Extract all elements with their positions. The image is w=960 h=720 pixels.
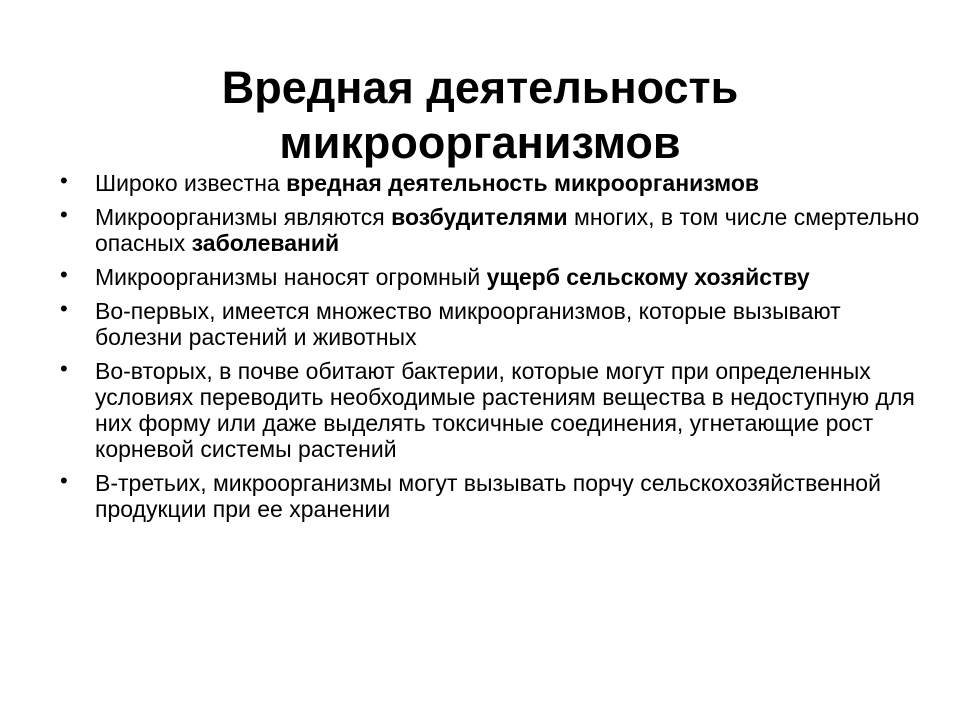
- bullet-dot-icon: •: [60, 356, 68, 381]
- bullet-item-2: [60, 204, 920, 256]
- bullet-item-3: [60, 264, 920, 290]
- bullet-text-plain: Во-вторых, в почве обитают бактерии, которые могут при определенных условиях переводить необходимые растениям вещества в недоступную для них форму или даже выделять токсичные соединения, угнетающие рост корневой системы растений: [95, 358, 915, 462]
- bullet-item-5: [60, 358, 920, 462]
- bullet-dot-icon: •: [60, 168, 68, 193]
- bullet-text-bold: вредная деятельность микроорганизмов: [286, 170, 760, 196]
- bullet-item-6: [60, 470, 920, 522]
- bullet-text-plain: Во-первых, имеется множество микроорганизмов, которые вызывают болезни растений и животных: [95, 298, 841, 350]
- slide-title: [60, 60, 900, 170]
- bullet-list: [60, 170, 920, 530]
- bullet-dot-icon: •: [60, 202, 68, 227]
- bullet-dot-icon: •: [60, 296, 68, 321]
- bullet-text-plain: В-третьих, микроорганизмы могут вызывать порчу сельскохозяйственной продукции при ее хранении: [95, 470, 881, 522]
- bullet-text-bold: возбудителями: [391, 204, 568, 230]
- bullet-dot-icon: •: [60, 468, 68, 493]
- bullet-text-plain: многих, в том числе смертельно опасных: [95, 204, 920, 256]
- bullet-text-plain: Микроорганизмы являются: [95, 204, 392, 230]
- slide-title-line-2: микроорганизмов: [279, 117, 681, 169]
- bullet-item-1: [60, 170, 920, 196]
- slide-title-line-1: Вредная деятельность: [221, 62, 739, 114]
- bullet-dot-icon: •: [60, 262, 68, 287]
- bullet-item-4: [60, 298, 920, 350]
- bullet-text-bold: ущерб сельскому хозяйству: [486, 264, 810, 290]
- bullet-text-plain: Широко известна: [95, 170, 287, 196]
- bullet-text-plain: Микроорганизмы наносят огромный: [95, 264, 487, 290]
- bullet-text-bold: заболеваний: [191, 230, 340, 256]
